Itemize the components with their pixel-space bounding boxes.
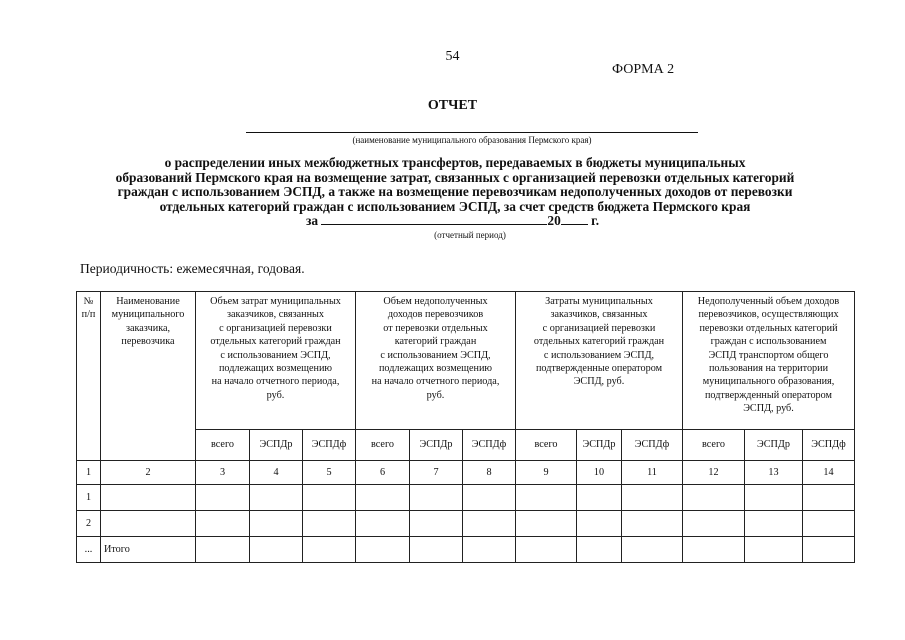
period-blank	[321, 212, 547, 225]
periodicity-text: Периодичность: ежемесячная, годовая.	[80, 261, 305, 276]
column-number-cell: 9	[516, 461, 577, 485]
value-cell[interactable]	[410, 485, 463, 511]
value-cell[interactable]	[516, 485, 577, 511]
column-number-cell: 13	[745, 461, 803, 485]
row-name-cell[interactable]	[101, 485, 196, 511]
municipality-name-line	[246, 132, 698, 133]
value-cell[interactable]	[683, 511, 745, 537]
column-number-cell: 8	[463, 461, 516, 485]
column-number-cell: 11	[622, 461, 683, 485]
value-cell[interactable]	[516, 537, 577, 563]
subheader-cell: ЭСПДр	[410, 430, 463, 461]
period-caption: (отчетный период)	[434, 230, 506, 240]
subheader-cell: всего	[196, 430, 250, 461]
table-row	[77, 511, 855, 537]
header-group-confirmed-costs: Затраты муниципальных заказчиков, связанных с организацией перевозки отдельных категорий граждан с использованием ЭСПД, подтвержденные оператором ЭСПД, руб.	[516, 292, 683, 430]
column-number-cell: 10	[577, 461, 622, 485]
value-cell[interactable]	[622, 537, 683, 563]
row-number-cell: ...	[77, 537, 101, 563]
value-cell[interactable]	[803, 537, 855, 563]
column-number-cell: 1	[77, 461, 101, 485]
value-cell[interactable]	[196, 485, 250, 511]
subheader-cell: ЭСПДф	[463, 430, 516, 461]
value-cell[interactable]	[745, 511, 803, 537]
header-group-confirmed-lost-income: Недополученный объем доходов перевозчиков, осуществляющих перевозки отдельных категорий граждан с использованием ЭСПД транспортом общего пользования на территории муниципального образования, подтвержденный оператором ЭСПД, руб.	[683, 292, 855, 430]
value-cell[interactable]	[577, 511, 622, 537]
value-cell[interactable]	[463, 485, 516, 511]
value-cell[interactable]	[250, 537, 303, 563]
value-cell[interactable]	[577, 537, 622, 563]
subheader-cell: ЭСПДф	[622, 430, 683, 461]
column-number-cell: 7	[410, 461, 463, 485]
value-cell[interactable]	[622, 485, 683, 511]
period-suffix: г.	[591, 213, 600, 228]
header-col-number: № п/п	[77, 292, 101, 461]
table-row	[77, 485, 855, 511]
column-number-cell: 5	[303, 461, 356, 485]
period-prefix: за	[305, 213, 319, 228]
value-cell[interactable]	[803, 485, 855, 511]
row-number-cell: 2	[77, 511, 101, 537]
subheader-cell: всего	[516, 430, 577, 461]
period-year-prefix: 20	[547, 213, 561, 228]
row-name-cell[interactable]	[101, 511, 196, 537]
subtitle-line: образований Пермского края на возмещение затрат, связанных с организацией перевозки отдельных категорий	[115, 169, 795, 185]
column-numbers-row	[77, 461, 855, 485]
reporting-period-row	[0, 212, 905, 229]
row-number-cell: 1	[77, 485, 101, 511]
value-cell[interactable]	[516, 511, 577, 537]
column-number-cell: 14	[803, 461, 855, 485]
subheader-cell: ЭСПДр	[745, 430, 803, 461]
subheader-cell: ЭСПДр	[577, 430, 622, 461]
header-col-name: Наименование муниципального заказчика, перевозчика	[101, 292, 196, 461]
column-number-cell: 12	[683, 461, 745, 485]
value-cell[interactable]	[745, 537, 803, 563]
value-cell[interactable]	[196, 537, 250, 563]
period-year-blank	[561, 212, 588, 225]
subtitle-line: о распределении иных межбюджетных трансфертов, передаваемых в бюджеты муниципальных	[164, 155, 746, 170]
report-subtitle	[60, 156, 850, 214]
value-cell[interactable]	[577, 485, 622, 511]
value-cell[interactable]	[683, 485, 745, 511]
value-cell[interactable]	[410, 511, 463, 537]
header-group-lost-income-to-reimburse: Объем недополученных доходов перевозчиков от перевозки отдельных категорий граждан с использованием ЭСПД, подлежащих возмещению на начало отчетного периода, руб.	[356, 292, 516, 430]
value-cell[interactable]	[303, 511, 356, 537]
subtitle-line: отдельных категорий граждан с использованием ЭСПД, за счет средств бюджета Пермского края	[159, 198, 751, 214]
value-cell[interactable]	[803, 511, 855, 537]
column-number-cell: 4	[250, 461, 303, 485]
subheader-cell: ЭСПДр	[250, 430, 303, 461]
value-cell[interactable]	[683, 537, 745, 563]
subheader-cell: ЭСПДф	[803, 430, 855, 461]
header-group-costs-to-reimburse: Объем затрат муниципальных заказчиков, связанных с организацией перевозки отдельных категорий граждан с использованием ЭСПД, подлежащих возмещению на начало отчетного периода, руб.	[196, 292, 356, 430]
header-row	[77, 292, 855, 430]
value-cell[interactable]	[356, 537, 410, 563]
value-cell[interactable]	[463, 511, 516, 537]
municipality-name-caption: (наименование муниципального образования Пермского края)	[352, 135, 592, 145]
total-row	[77, 537, 855, 563]
report-table	[76, 291, 855, 563]
value-cell[interactable]	[303, 485, 356, 511]
value-cell[interactable]	[250, 485, 303, 511]
value-cell[interactable]	[622, 511, 683, 537]
form-label: ФОРМА 2	[612, 62, 675, 77]
value-cell[interactable]	[356, 511, 410, 537]
value-cell[interactable]	[250, 511, 303, 537]
row-name-cell: Итого	[101, 537, 196, 563]
value-cell[interactable]	[463, 537, 516, 563]
value-cell[interactable]	[196, 511, 250, 537]
report-title: ОТЧЕТ	[427, 98, 478, 113]
subtitle-line: граждан с использованием ЭСПД, а также на возмещение перевозчикам недополученных доходов от перевозки	[117, 184, 793, 199]
column-number-cell: 3	[196, 461, 250, 485]
value-cell[interactable]	[745, 485, 803, 511]
subheader-cell: всего	[356, 430, 410, 461]
column-number-cell: 2	[101, 461, 196, 485]
value-cell[interactable]	[356, 485, 410, 511]
subheader-cell: ЭСПДф	[303, 430, 356, 461]
value-cell[interactable]	[303, 537, 356, 563]
page-number: 54	[445, 49, 460, 64]
column-number-cell: 6	[356, 461, 410, 485]
value-cell[interactable]	[410, 537, 463, 563]
subheader-cell: всего	[683, 430, 745, 461]
